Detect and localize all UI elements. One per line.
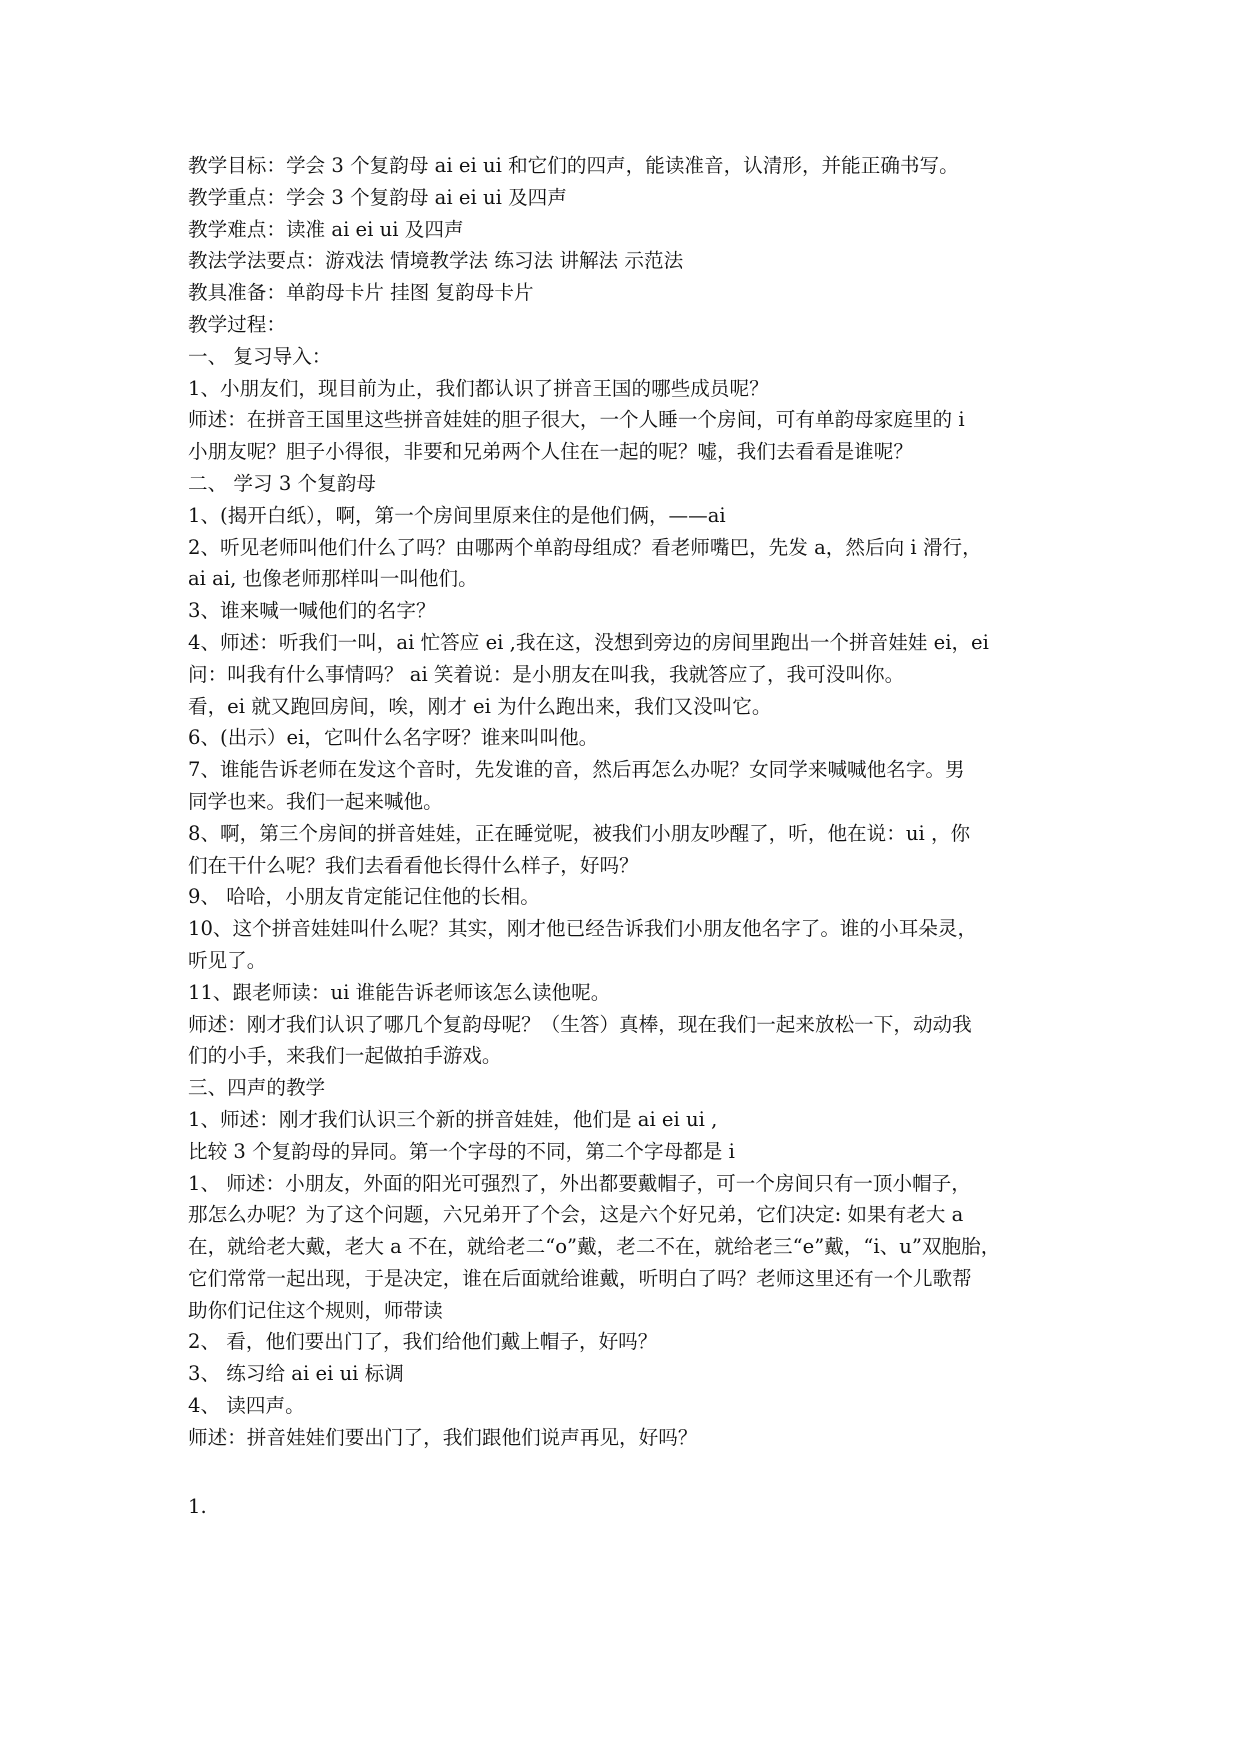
text-line: 4、 读四声。 [188,1394,305,1418]
text-line: 师述：在拼音王国里这些拼音娃娃的胆子很大，一个人睡一个房间，可有单韵母家庭里的 i [188,408,965,432]
lesson-plan-body [188,150,1061,1454]
blank-gap [188,1454,1061,1481]
text-line: 1、小朋友们，现目前为止，我们都认识了拼音王国的哪些成员呢？ [188,376,769,400]
text-line: 1、 师述：小朋友，外面的阳光可强烈了，外出都要戴帽子，可一个房间只有一顶小帽子， [188,1171,971,1195]
text-line: 教学重点：学会 3 个复韵母 ai ei ui 及四声 [188,185,567,209]
text-line: ai ai, 也像老师那样叫一叫他们。 [188,567,478,591]
text-line: 小朋友呢？胆子小得很，非要和兄弟两个人住在一起的呢？嘘，我们去看看是谁呢？ [188,440,913,464]
trailing-list-number: 1. [188,1494,207,1518]
text-line: 教具准备：单韵母卡片 挂图 复韵母卡片 [188,281,534,305]
text-line: 11、跟老师读：ui 谁能告诉老师该怎么读他呢。 [188,980,611,1004]
text-line: 一、 复习导入： [188,344,332,368]
text-line: 1、(揭开白纸），啊，第一个房间里原来住的是他们俩，——ai [188,503,726,527]
text-line: 同学也来。我们一起来喊他。 [188,789,443,813]
text-line: 问：叫我有什么事情吗？ ai 笑着说：是小朋友在叫我，我就答应了，我可没叫你。 [188,662,905,686]
text-line: 们的小手，来我们一起做拍手游戏。 [188,1044,502,1068]
text-line: 6、(出示）ei，它叫什么名字呀？谁来叫叫他。 [188,726,599,750]
text-line: 师述：拼音娃娃们要出门了，我们跟他们说声再见，好吗？ [188,1425,698,1449]
text-line: 看，ei 就又跑回房间，唉，刚才 ei 为什么跑出来，我们又没叫它。 [188,694,772,718]
text-line: 9、 哈哈，小朋友肯定能记住他的长相。 [188,885,540,909]
text-line: 3、谁来喊一喊他们的名字？ [188,599,436,623]
text-line: 1、师述：刚才我们认识三个新的拼音娃娃，他们是 ai ei ui , [188,1107,718,1131]
text-line: 2、 看，他们要出门了，我们给他们戴上帽子，好吗？ [188,1330,658,1354]
text-line: 它们常常一起出现，于是决定，谁在后面就给谁戴，听明白了吗？老师这里还有一个儿歌帮 [188,1266,972,1290]
text-line: 教法学法要点：游戏法 情境教学法 练习法 讲解法 示范法 [188,249,684,273]
text-line: 那怎么办呢？为了这个问题，六兄弟开了个会，这是六个好兄弟，它们决定: 如果有老大 a [188,1203,964,1227]
text-line: 在，就给老大戴，老大 a 不在，就给老二“o”戴，老二不在，就给老三“e”戴，“i、u”双胞胎， [188,1235,1001,1259]
text-line: 10、这个拼音娃娃叫什么呢？其实，刚才他已经告诉我们小朋友他名字了。谁的小耳朵灵， [188,917,978,941]
text-line: 听见了。 [188,948,267,972]
text-line: 3、 练习给 ai ei ui 标调 [188,1362,404,1386]
text-line: 师述：刚才我们认识了哪几个复韵母呢？（生答）真棒，现在我们一起来放松一下，动动我 [188,1012,972,1036]
text-line: 们在干什么呢？我们去看看他长得什么样子，好吗？ [188,853,639,877]
text-line: 8、啊，第三个房间的拼音娃娃，正在睡觉呢，被我们小朋友吵醒了，听，他在说：ui ，你 [188,821,971,845]
text-line: 比较 3 个复韵母的异同。第一个字母的不同，第二个字母都是 i [188,1139,735,1163]
text-line: 二、 学习 3 个复韵母 [188,471,376,495]
text-line: 7、谁能告诉老师在发这个音时，先发谁的音，然后再怎么办呢？女同学来喊喊他名字。男 [188,758,965,782]
text-line: 4、师述：听我们一叫，ai 忙答应 ei ,我在这，没想到旁边的房间里跑出一个拼音娃娃 ei，ei [188,630,989,654]
text-line: 2、听见老师叫他们什么了吗？由哪两个单韵母组成？看老师嘴巴，先发 a，然后向 i 滑行， [188,535,982,559]
text-line: 助你们记住这个规则，师带读 [188,1298,443,1322]
text-line: 教学难点：读准 ai ei ui 及四声 [188,217,464,241]
text-line: 教学过程： [188,312,286,336]
text-line: 教学目标：学会 3 个复韵母 ai ei ui 和它们的四声，能读准音，认清形，并能正确书写。 [188,154,959,177]
text-line: 三、四声的教学 [188,1076,326,1100]
